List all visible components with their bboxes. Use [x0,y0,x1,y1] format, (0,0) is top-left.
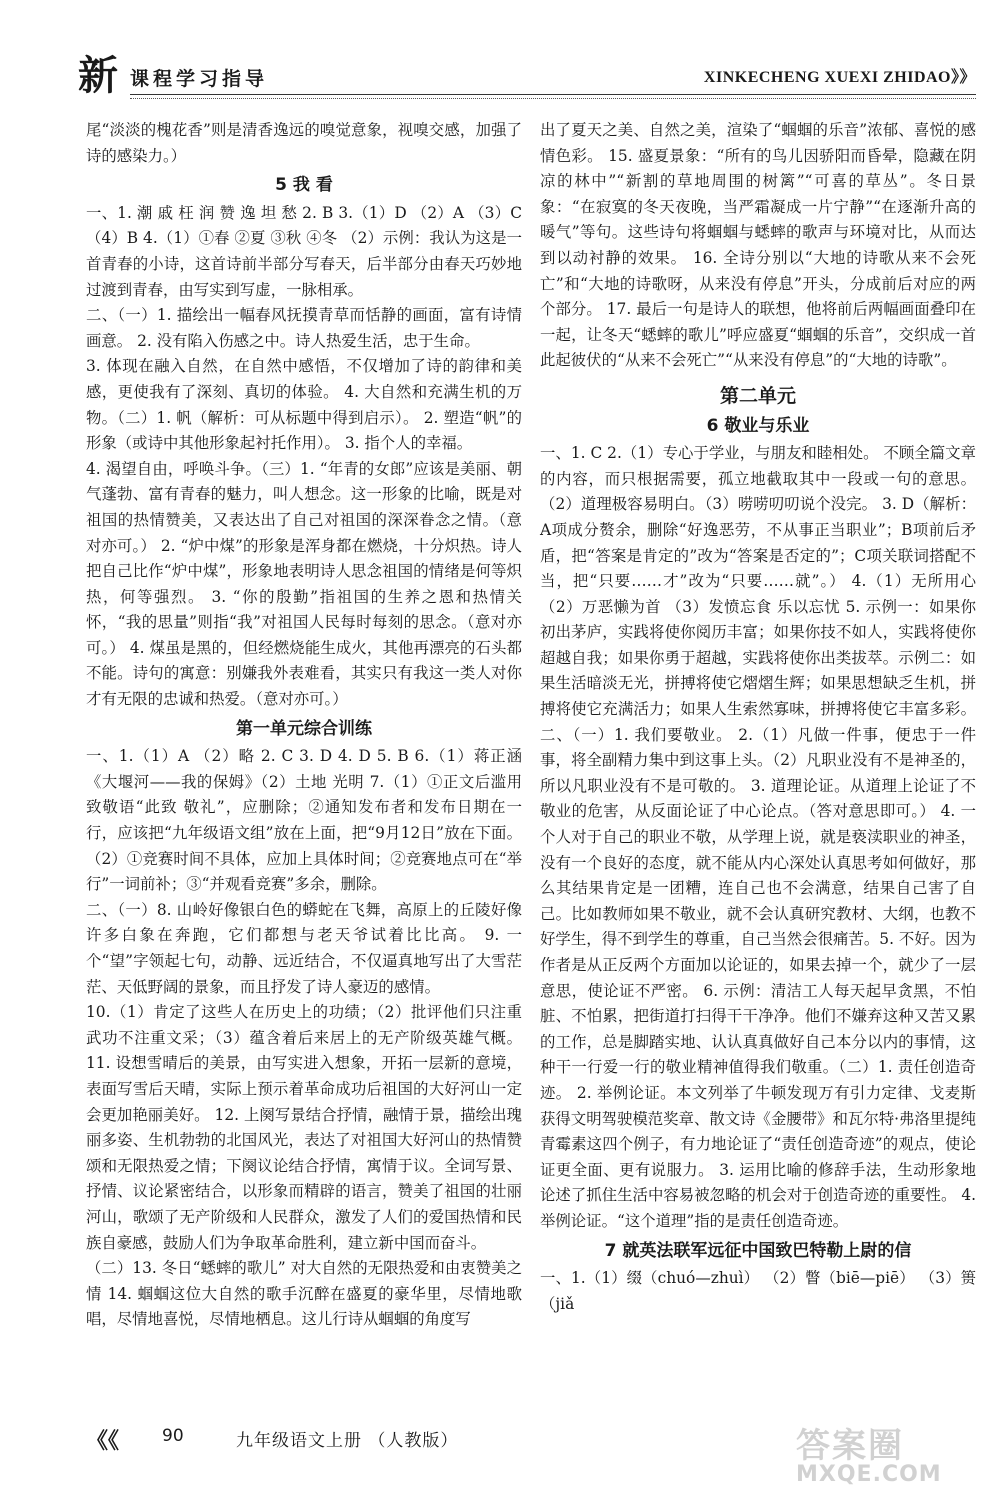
paragraph: 一、1. 潮 戚 枉 润 赞 逸 坦 愁 2. B 3.（1）D （2）A （3）C （4）B 4.（1）①春 ②夏 ③秋 ④冬 （2）示例：我认为这是一首青春的小诗，这首诗前半部分写春天，后半部分由春天巧妙地过渡到青春，由写实到写虚，一脉相承。 [86,203,522,299]
watermark-text: 答案圈 [796,1426,904,1466]
paragraph: 出了夏天之美、自然之美，渲染了“蝈蝈的乐音”浓郁、喜悦的感情色彩。 15. 盛夏景象：“所有的鸟儿因骄阳而昏晕，隐藏在阴凉的林中”“新割的草地周围的树篱”“可喜的草丛”。冬日景象：“在寂寞的冬天夜晚，当严霜凝成一片宁静”“在逐渐升高的暖气”等句。这些诗句将蝈蝈与蟋蟀的歌声与环境对比，从而达到以动衬静的效果。 16. 全诗分别以“大地的诗歌从来不会死亡”和“大地的诗歌呀，从来没有停息”开头，分成前后对应的两个部分。 17. 最后一句是诗人的联想，他将前后两幅画面叠印在一起，让冬天“蟋蟀的歌儿”呼应盛夏“蝈蝈的乐音”，交织成一首此起彼伏的“从来不会死亡”“从来没有停息”的“大地的诗歌”。 [540,121,976,370]
section-heading: 5 我 看 [275,175,333,196]
paragraph: 3. 体现在融入自然，在自然中感悟，不仅增加了诗的韵律和美感，更使我有了深刻、真切的体验。 4. 大自然和充满生机的万物。（二）1. 帆（解析：可从标题中得到启示）。 2. 塑造“帆”的形象（或诗中其他形象起衬托作用）。 3. 指个人的幸福。 [86,357,522,453]
paragraph: 10.（1）肯定了这些人在历史上的功绩；（2）批评他们只注重武功不注重文采；（3）蕴含着后来居上的无产阶级英雄气概。 11. 设想雪晴后的美景，由写实进入想象，开拓一层新的意境，表面写雪后天晴，实际上预示着革命成功后祖国的大好河山一定会更加艳丽美好。 12. 上阕写景结合抒情，融情于景，描绘出瑰丽多姿、生机勃勃的北国风光，表达了对祖国大好河山的热情赞颂和无限热爱之情；下阕议论结合抒情，寓情于议。全词写景、抒情、议论紧密结合，以形象而精辟的语言，赞美了祖国的壮丽河山，歌颂了无产阶级和人民群众，激发了人们的爱国热情和民族自豪感，鼓励人们为争取革命胜利，建立新中国而奋斗。 [86,1003,522,1252]
paragraph: （二）13. 冬日“蟋蟀的歌儿” 对大自然的无限热爱和由衷赞美之情 14. 蝈蝈这位大自然的歌手沉醉在盛夏的豪华里，尽情地歌唱，尽情地喜悦，尽情地栖息。这儿行诗从蝈蝈的角度写 [86,1259,522,1329]
section-heading: 7 就英法联军远征中国致巴特勒上尉的信 [604,1240,912,1261]
header-rule [130,94,976,95]
series-title: 课程学习指导 [130,68,269,90]
unit-heading: 第二单元 [719,384,796,407]
paragraph: 一、1.（1）A （2）略 2. C 3. D 4. D 5. B 6.（1）蒋正涵 《大堰河——我的保姆》（2）土地 光明 7.（1）①正文后滥用致敬语“此致 敬礼”，应删除；②通知发布者和发布日期在一行，应该把“九年级语文组”放在上面，把“9月12日”放在下面。（2）①竞赛时间不具体，应加上具体时间；②竞赛地点可在“举行”一词前补；③“并观看竞赛”多余，删除。 [86,747,522,894]
paragraph: 二、（一）1. 描绘出一幅春风抚摸青草而恬静的画面，富有诗情画意。 2. 没有陷入伤感之中。诗人热爱生活，忠于生命。 [86,306,522,350]
series-logo: 新 [78,52,116,99]
page-footer [86,1424,686,1454]
section-heading: 6 敬业与乐业 [706,415,810,436]
paragraph: 4. 渴望自由，呼唤斗争。（三）1. “年青的女郎”应该是美丽、朝气蓬勃、富有青春的魅力，叫人想念。这一形象的比喻，既是对祖国的热情赞美，又表达出了自己对祖国的深深眷念之情。（意对亦可。） 2. “炉中煤”的形象是浑身都在燃烧，十分炽热。诗人把自己比作“炉中煤”，形象地表明诗人思念祖国的情绪是何等炽热，何等强烈。 3. “你的殷勤”指祖国的生养之恩和热情关怀，“我的思量”则指“我”对祖国人民每时每刻的思念。（意对亦可。） 4. 煤虽是黑的，但经燃烧能生成火，其他再漂亮的石头都不能。诗句的寓意：别嫌我外表难看，其实只有我这一类人对你才有无限的忠诚和热爱。（意对亦可。） [86,459,522,709]
paragraph: 一、1.（1）缀（chuó—zhuì） （2）瞥（biē—piē） （3）篑（jiǎ [540,1269,976,1313]
left-column [86,118,522,1333]
watermark-url: MXQE.COM [796,1462,942,1487]
page-header [78,52,976,100]
paragraph: 一、1. C 2.（1）专心于学业，与朋友和睦相处。 不顾全篇文章的内容，而只根据需要，孤立地截取其中一段或一句的意思。（2）道理极容易明白。（3）唠唠叨叨说个没完。 3. D（解析：A项成分赘余，删除“好逸恶劳，不从事正当职业”；B项前后矛盾，把“答案是肯定的”改为“答案是否定的”；C项关联词搭配不当，把“只要……才”改为“只要……就”。） 4.（1）无所用心 （2）万恶懒为首 （3）发愤忘食 乐以忘忧 5. 示例一：如果你初出茅庐，实践将使你阅历丰富；如果你技不如人，实践将使你超越自我；如果你勇于超越，实践将使你出类拔萃。示例二：如果生活暗淡无光，拼搏将使它熠熠生辉；如果思想缺乏生机，拼搏将使它充满活力；如果人生索然寡味，拼搏将使它丰富多彩。 二、（一）1. 我们要敬业。 2.（1）凡做一件事，便忠于一件事，将全副精力集中到这事上头。（2）凡职业没有不是神圣的，所以凡职业没有不是可敬的。 3. 道理论证。从道理上论证了不敬业的危害，从反面论证了中心论点。（答对意思即可。） 4. 一个人对于自己的职业不敬，从学理上说，就是亵渎职业的神圣，没有一个良好的态度，就不能从内心深处认真思考如何做好，那么其结果肯定是一团糟，连自己也不会满意，结果自己害了自己。比如教师如果不敬业，就不会认真研究教材、大纲，也教不好学生，得不到学生的尊重，自己当然会很痛苦。5. 不好。因为作者是从正反两个方面加以论证的，如果去掉一个，就少了一层意思，使论证不严密。 6. 示例：清洁工人每天起早贪黑，不怕脏、不怕累，把街道打扫得干干净净。他们不嫌弃这种又苦又累的工作，总是脚踏实地、认认真真做好自己本分以内的事情，这种干一行爱一行的敬业精神值得我们敬重。（二）1. 责任创造奇迹。 2. 举例论证。本文列举了牛顿发现万有引力定律、戈麦斯获得文明驾驶模范奖章、散文诗《金腰带》和瓦尔特·弗洛里提纯青霉素这四个例子，有力地论证了“责任创造奇迹”的观点，使论证更全面、更有说服力。 3. 运用比喻的修辞手法，生动形象地论述了抓住生活中容易被忽略的机会对于创造奇迹的重要性。 4. 举例论证。“这个道理”指的是责任创造奇迹。 [540,444,976,1230]
section-heading: 第一单元综合训练 [236,718,372,739]
paragraph: 二、（一）8. 山岭好像银白色的蟒蛇在飞舞，高原上的丘陵好像许多白象在奔跑，它们都想与老天爷试着比比高。 9. 一个“望”字领起七句，动静、远近结合，不仅逼真地写出了大雪茫茫、天低野阔的景象，而且抒发了诗人豪迈的感情。 [86,900,522,996]
right-column [540,118,976,1317]
series-title-english: XINKECHENG XUEXI ZHIDAO》》 [703,69,976,86]
header-rule-dotted [130,98,976,99]
watermark-logo [788,1418,978,1490]
paragraph: 尾“淡淡的槐花香”则是清香逸远的嗅觉意象，视嗅交感，加强了诗的感染力。） [86,121,522,165]
page-number: 90 [162,1426,184,1446]
double-chevron-left-icon: 《《 [86,1429,120,1454]
book-title: 九年级语文上册 （人教版） [236,1431,459,1451]
